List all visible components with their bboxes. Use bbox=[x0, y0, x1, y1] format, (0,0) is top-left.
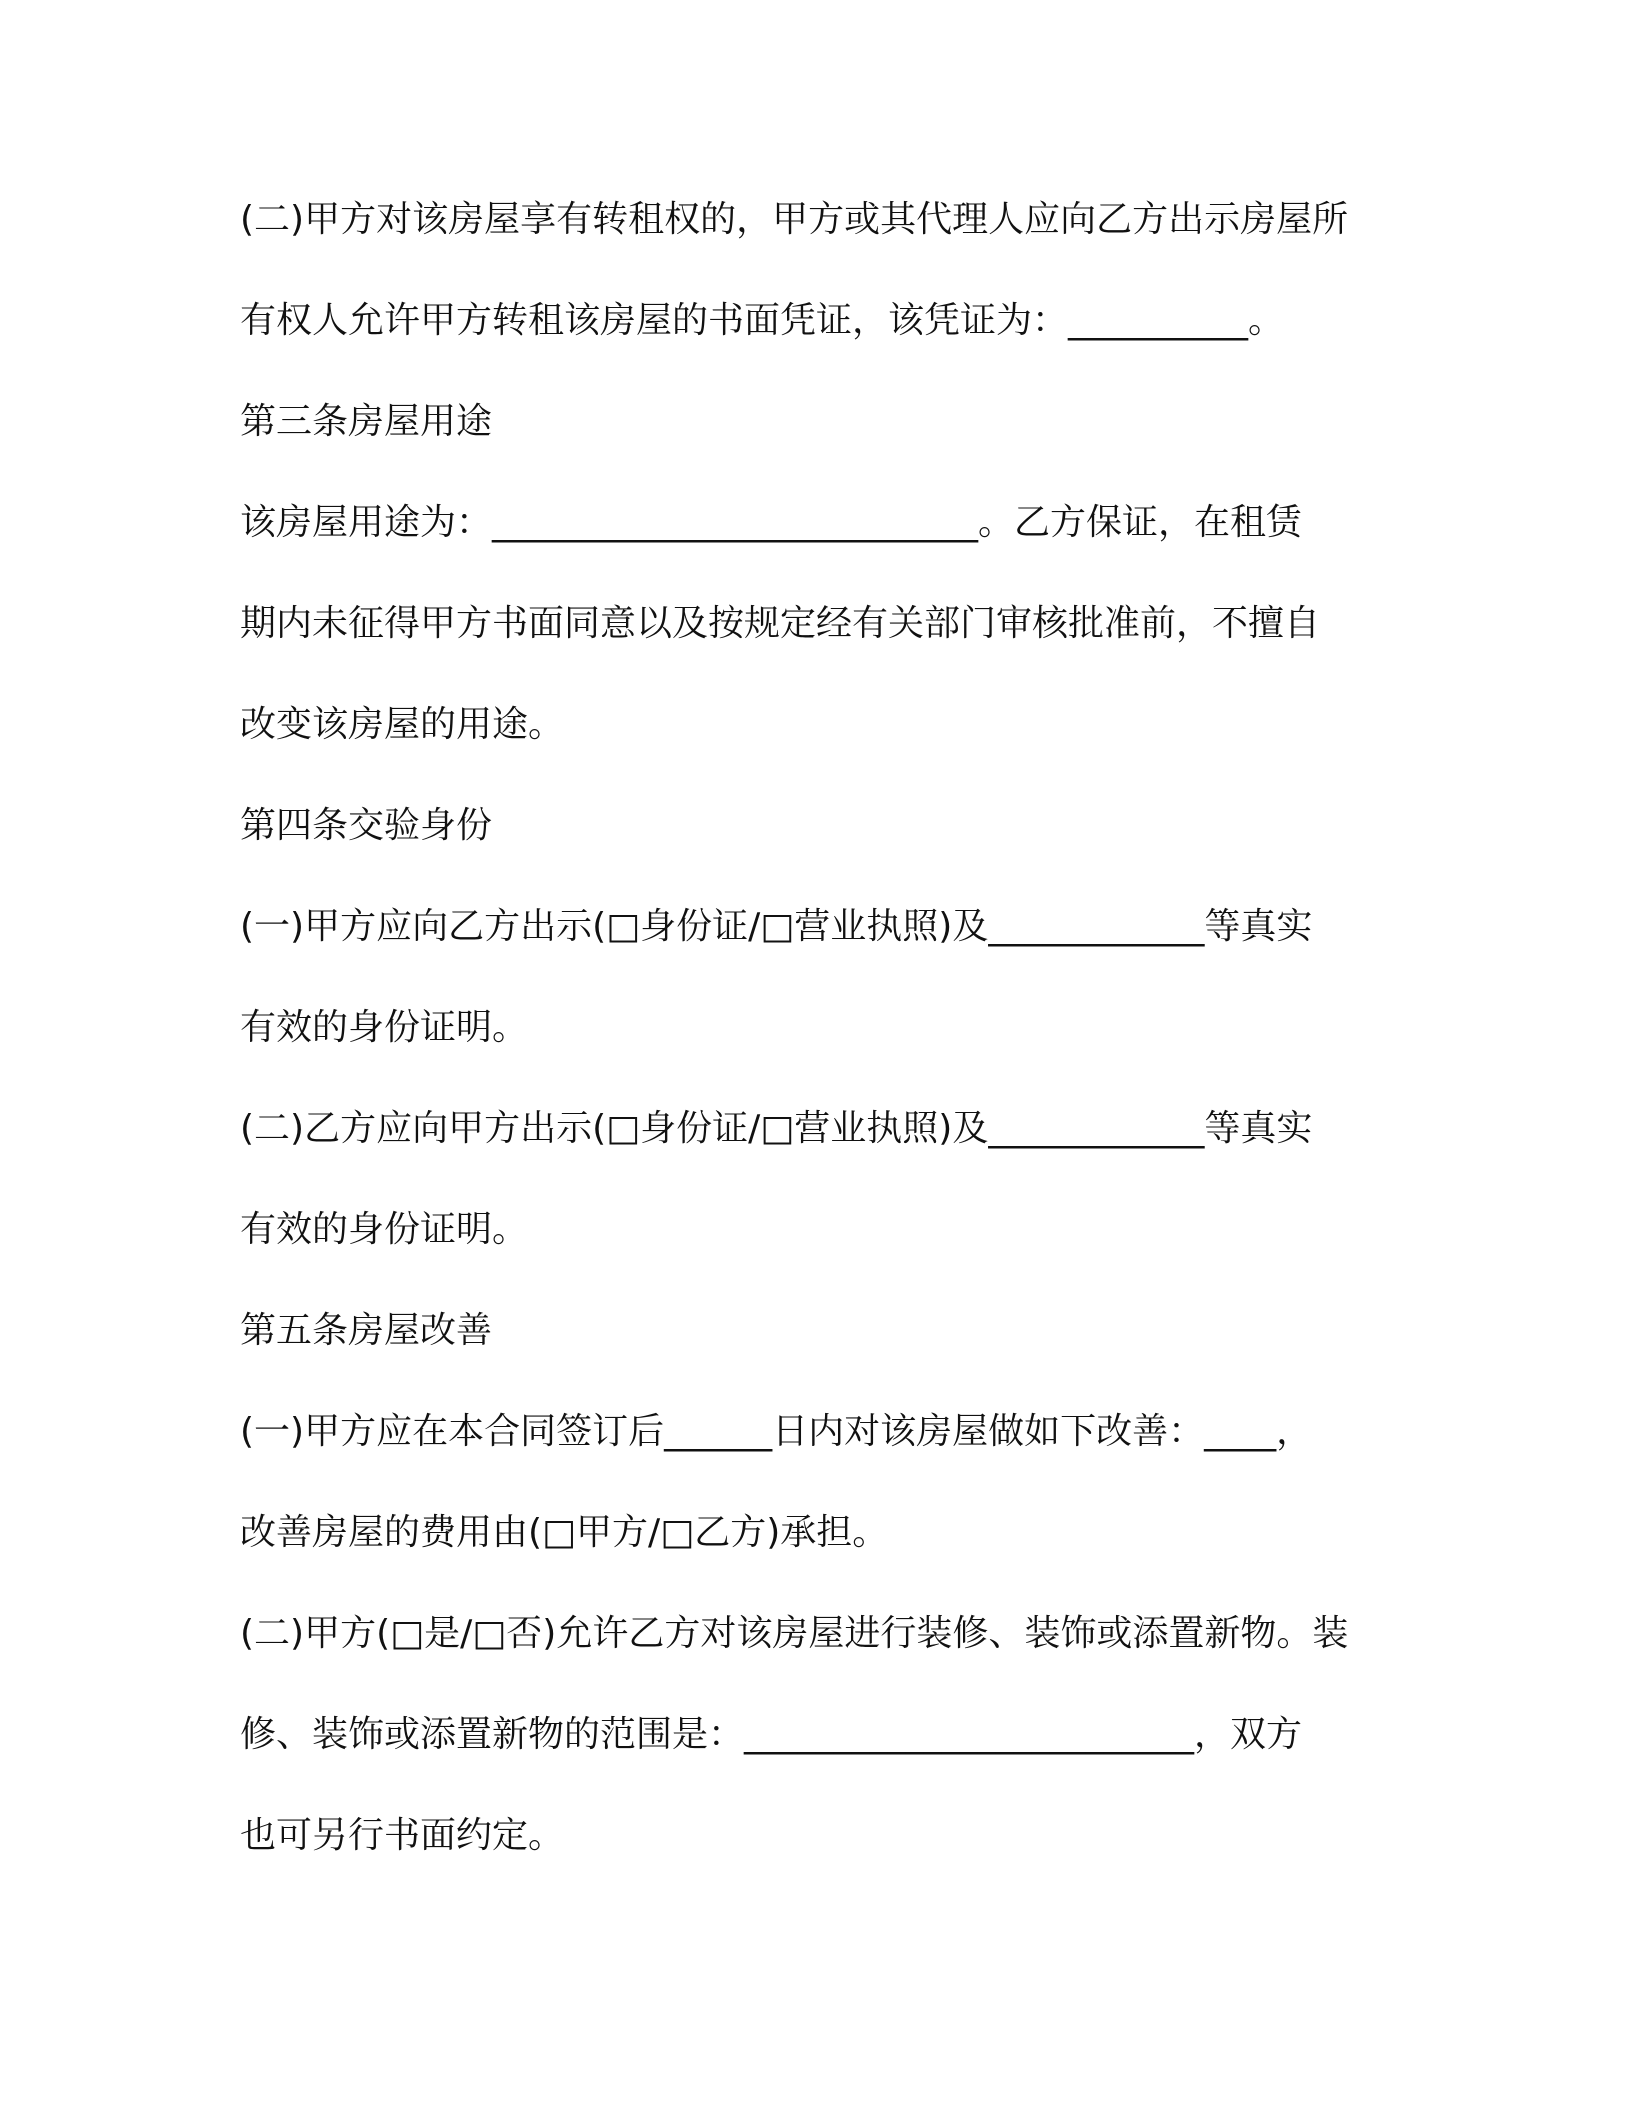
paragraph-line-sublease-clause: (二)甲方对该房屋享有转租权的，甲方或其代理人应向乙方出示房屋所 bbox=[240, 199, 1349, 240]
paragraph-line-sublease-proof: 有权人允许甲方转租该房屋的书面凭证，该凭证为：__________。 bbox=[240, 300, 1285, 341]
paragraph-line-improvement-cost: 改善房屋的费用由(□甲方/□乙方)承担。 bbox=[240, 1512, 889, 1553]
section-heading-article-5: 第五条房屋改善 bbox=[240, 1310, 493, 1351]
paragraph-line-usage: 该房屋用途为：___________________________。乙方保证，在租赁 bbox=[240, 502, 1303, 543]
section-heading-article-3: 第三条房屋用途 bbox=[240, 401, 493, 442]
paragraph-line-improvement: (一)甲方应在本合同签订后______日内对该房屋做如下改善：____， bbox=[240, 1411, 1313, 1452]
paragraph-line-usage-end: 改变该房屋的用途。 bbox=[240, 704, 565, 745]
document-body bbox=[240, 185, 1390, 1902]
paragraph-line-decoration-scope: 修、装饰或添置新物的范围是：_________________________，双方 bbox=[240, 1714, 1303, 1755]
paragraph-line-party-b-id: (二)乙方应向甲方出示(□身份证/□营业执照)及____________等真实 bbox=[240, 1108, 1313, 1149]
paragraph-line-decoration: (二)甲方(□是/□否)允许乙方对该房屋进行装修、装饰或添置新物。装 bbox=[240, 1613, 1349, 1654]
section-heading-article-4: 第四条交验身份 bbox=[240, 805, 493, 846]
paragraph-line-party-a-id: (一)甲方应向乙方出示(□身份证/□营业执照)及____________等真实 bbox=[240, 906, 1313, 947]
paragraph-line-written-agreement: 也可另行书面约定。 bbox=[240, 1815, 565, 1856]
paragraph-line-party-b-id-end: 有效的身份证明。 bbox=[240, 1209, 529, 1250]
paragraph-line-usage-approval: 期内未征得甲方书面同意以及按规定经有关部门审核批准前，不擅自 bbox=[240, 603, 1321, 644]
paragraph-line-party-a-id-end: 有效的身份证明。 bbox=[240, 1007, 529, 1048]
